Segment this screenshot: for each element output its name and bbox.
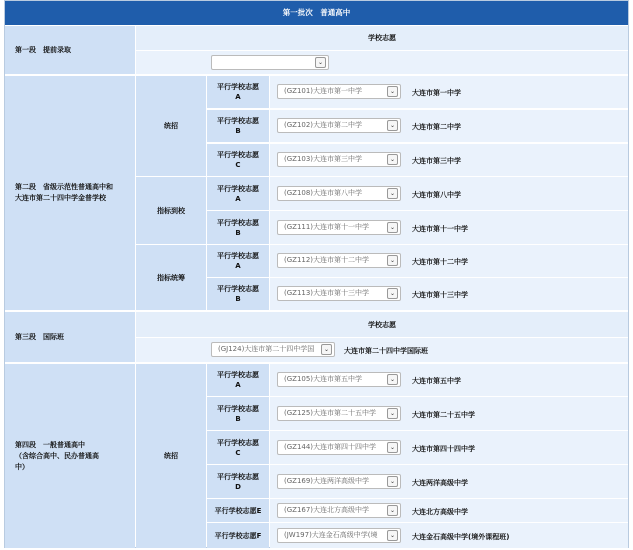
- volunteer-label: [207, 499, 269, 522]
- stage2-group-tongzhao: 统招: [136, 76, 206, 176]
- chevron-down-icon[interactable]: ⌄: [387, 288, 398, 299]
- stage4-label: [5, 364, 135, 548]
- school-select[interactable]: [277, 152, 401, 167]
- volunteer-label: [207, 211, 269, 244]
- school-name: 大连市第一中学: [412, 89, 461, 97]
- school-name: 大连市第四十四中学: [412, 445, 475, 453]
- stage1-header: 学校志愿: [136, 26, 628, 50]
- volunteer-label: [207, 177, 269, 210]
- volunteer-label-text: 平行学校志愿: [217, 117, 259, 125]
- school-select-value: (JW197)大连金石高级中学(境: [284, 531, 378, 539]
- volunteer-label: [207, 364, 269, 396]
- volunteer-label-text: 平行学校志愿: [217, 184, 259, 193]
- school-name: 大连市第二中学: [412, 123, 461, 131]
- volunteer-letter: B: [235, 228, 241, 237]
- volunteer-label-text: 平行学校志愿E: [214, 506, 262, 515]
- stage2-label-line1: 第二段 省级示范性普通高中和: [15, 183, 113, 191]
- school-name: 大连市第三中学: [412, 157, 461, 165]
- chevron-down-icon[interactable]: ⌄: [387, 120, 398, 131]
- school-select[interactable]: [277, 286, 401, 301]
- stage3-label: 第三段 国际班: [5, 312, 135, 362]
- school-select-value: (GZ113)大连市第十三中学: [284, 289, 370, 297]
- stage4-group-tongzhao: 统招: [136, 364, 206, 548]
- batch-title: 第一批次 普通高中: [5, 1, 628, 25]
- volunteer-letter: A: [235, 194, 241, 203]
- volunteer-label: [207, 144, 269, 176]
- stage1-school-select[interactable]: [211, 55, 329, 70]
- volunteer-label-text: 平行学校志愿: [217, 285, 259, 293]
- stage2-group-zhibiao-daoxiao: 指标到校: [136, 177, 206, 244]
- school-select[interactable]: [277, 372, 401, 387]
- school-select-value: (GZ105)大连市第五中学: [284, 375, 363, 383]
- chevron-down-icon[interactable]: ⌄: [387, 255, 398, 266]
- school-select[interactable]: [277, 220, 401, 235]
- school-select[interactable]: [277, 186, 401, 201]
- school-select-value: (GZ102)大连市第二中学: [284, 121, 363, 129]
- stage1-label: 第一段 提前录取: [5, 26, 135, 74]
- volunteer-row: [270, 76, 628, 108]
- stage3-school-name: 大连市第二十四中学国际班: [344, 347, 428, 355]
- volunteer-label: [207, 431, 269, 464]
- admission-form: [4, 0, 629, 548]
- school-select-value: (GZ103)大连市第三中学: [284, 155, 363, 163]
- volunteer-label-text: 平行学校志愿: [217, 371, 259, 379]
- stage3-volunteer-cell: [136, 338, 628, 362]
- chevron-down-icon[interactable]: ⌄: [387, 505, 398, 516]
- stage4-label-line1: 第四段 一般普通高中: [15, 440, 85, 449]
- volunteer-letter: D: [235, 482, 241, 491]
- volunteer-letter: B: [235, 414, 241, 423]
- volunteer-label: [207, 245, 269, 277]
- volunteer-label: [207, 110, 269, 142]
- volunteer-letter: A: [235, 262, 241, 270]
- stage2-label-line2: 大连市第二十四中学金普学校: [15, 194, 106, 202]
- volunteer-label-text: 平行学校志愿: [217, 438, 259, 447]
- stage2-label: [5, 76, 135, 310]
- volunteer-row: [270, 110, 628, 142]
- volunteer-label: [207, 397, 269, 430]
- stage1-volunteer-cell: [136, 51, 628, 74]
- chevron-down-icon[interactable]: ⌄: [315, 57, 326, 68]
- school-name: 大连市第十一中学: [412, 225, 468, 233]
- school-select-value: (GZ125)大连市第二十五中学: [284, 409, 377, 417]
- school-select[interactable]: [277, 118, 401, 133]
- volunteer-letter: C: [235, 161, 241, 169]
- chevron-down-icon[interactable]: ⌄: [387, 476, 398, 487]
- volunteer-row: [270, 177, 628, 210]
- school-select-value: (GZ108)大连市第八中学: [284, 189, 363, 197]
- school-select[interactable]: [277, 440, 401, 455]
- chevron-down-icon[interactable]: ⌄: [387, 188, 398, 199]
- school-name: 大连市第五中学: [412, 377, 461, 385]
- school-select[interactable]: [277, 474, 401, 489]
- volunteer-row: [270, 278, 628, 310]
- chevron-down-icon[interactable]: ⌄: [321, 344, 332, 355]
- school-select-value: (GJ124)大连市第二十四中学国: [218, 345, 315, 353]
- school-select[interactable]: [277, 528, 401, 543]
- school-name: 大连市第八中学: [412, 191, 461, 199]
- volunteer-label-text: 平行学校志愿: [217, 404, 259, 413]
- chevron-down-icon[interactable]: ⌄: [387, 408, 398, 419]
- chevron-down-icon[interactable]: ⌄: [387, 374, 398, 385]
- school-select[interactable]: [277, 406, 401, 421]
- volunteer-row: [270, 397, 628, 430]
- volunteer-label: [207, 76, 269, 108]
- school-select-value: (GZ112)大连市第十二中学: [284, 256, 370, 264]
- school-name: 大连市第十二中学: [412, 258, 468, 266]
- school-select-value: (GZ169)大连两洋高级中学: [284, 477, 370, 485]
- volunteer-letter: C: [235, 448, 241, 457]
- volunteer-row: [270, 431, 628, 464]
- school-name: 大连市第十三中学: [412, 291, 468, 299]
- volunteer-label-text: 平行学校志愿: [217, 218, 259, 227]
- chevron-down-icon[interactable]: ⌄: [387, 530, 398, 541]
- school-select[interactable]: [277, 503, 401, 518]
- volunteer-label-text: 平行学校志愿: [217, 472, 259, 481]
- volunteer-letter: B: [235, 295, 241, 303]
- stage4-label-line3: 中）: [15, 462, 29, 471]
- chevron-down-icon[interactable]: ⌄: [387, 86, 398, 97]
- volunteer-row: [270, 465, 628, 498]
- volunteer-label-text: 平行学校志愿: [217, 252, 259, 260]
- volunteer-row: [270, 499, 628, 522]
- chevron-down-icon[interactable]: ⌄: [387, 222, 398, 233]
- stage3-school-select[interactable]: [211, 342, 335, 357]
- school-name: 大连两洋高级中学: [412, 479, 468, 487]
- volunteer-row: [270, 523, 628, 548]
- school-name: 大连金石高级中学(境外课程班): [412, 533, 510, 541]
- volunteer-row: [270, 364, 628, 396]
- school-select[interactable]: [277, 84, 401, 99]
- school-select[interactable]: [277, 253, 401, 268]
- volunteer-label-text: 平行学校志愿: [217, 151, 259, 159]
- volunteer-letter: A: [235, 381, 241, 389]
- volunteer-row: [270, 211, 628, 244]
- volunteer-label: [207, 278, 269, 310]
- volunteer-label-text: 平行学校志愿F: [214, 531, 262, 540]
- school-select-value: (GZ144)大连市第四十四中学: [284, 443, 377, 451]
- chevron-down-icon[interactable]: ⌄: [387, 442, 398, 453]
- volunteer-letter: B: [235, 127, 241, 135]
- volunteer-label: [207, 523, 269, 548]
- volunteer-row: [270, 245, 628, 277]
- volunteer-row: [270, 144, 628, 176]
- school-select-value: (GZ111)大连市第十一中学: [284, 223, 370, 231]
- school-name: 大连北方高级中学: [412, 508, 468, 516]
- stage3-header: 学校志愿: [136, 312, 628, 337]
- stage4-label-line2: （含综合高中、民办普通高: [15, 451, 99, 460]
- school-name: 大连市第二十五中学: [412, 411, 475, 419]
- volunteer-label-text: 平行学校志愿: [217, 83, 259, 91]
- volunteer-label: [207, 465, 269, 498]
- stage2-group-zhibiao-tongchou: 指标统筹: [136, 245, 206, 310]
- school-select-value: (GZ101)大连市第一中学: [284, 87, 363, 95]
- chevron-down-icon[interactable]: ⌄: [387, 154, 398, 165]
- volunteer-letter: A: [235, 93, 241, 101]
- school-select-value: (GZ167)大连北方高级中学: [284, 506, 370, 514]
